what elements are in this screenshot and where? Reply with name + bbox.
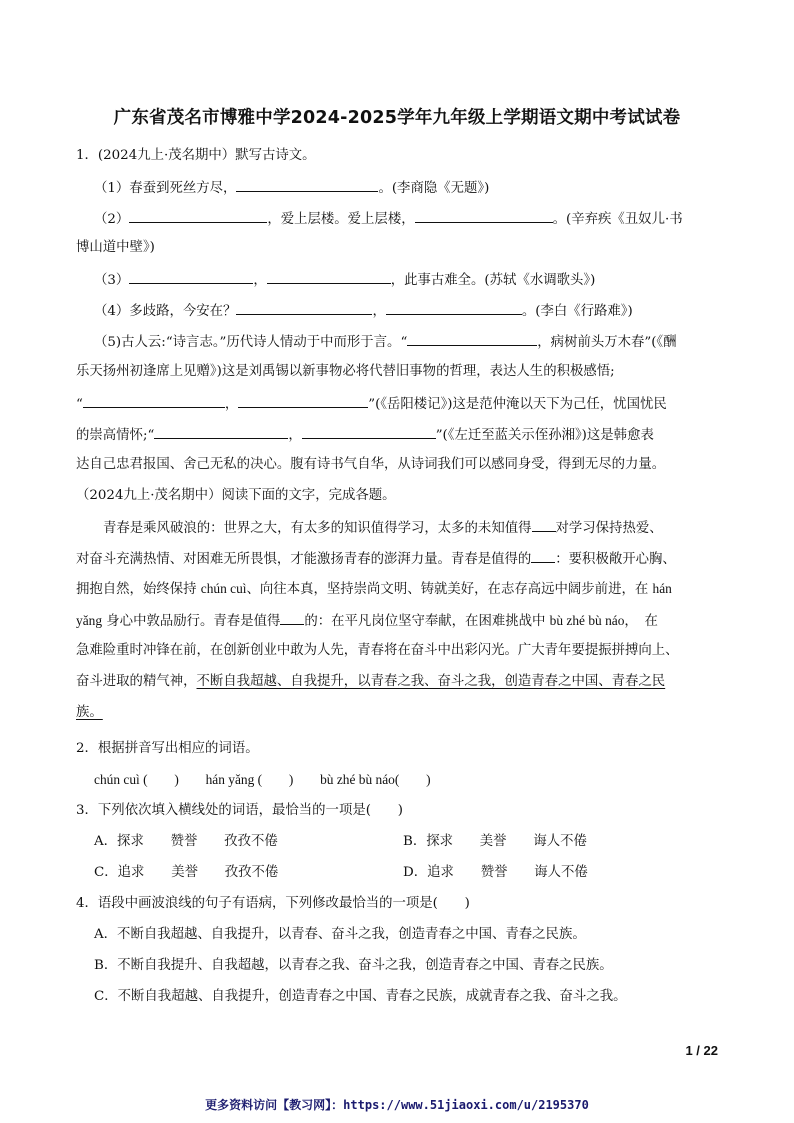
question-1-part-1: （1）春蚕到死丝方尽， 。(李商隐《无题》) (94, 177, 489, 199)
answer-blank (238, 393, 368, 408)
question-1-part-5-line-3: “ ， ”(《岳阳楼记》)这是范仲淹以天下为己任，忧国忧民 (76, 393, 667, 415)
answer-blank (236, 300, 372, 315)
pinyin-chun-cui: chún cuì (200, 581, 247, 596)
question-3-stem: 3．下列依次填入横线处的词语，最恰当的一项是( ) (76, 803, 403, 818)
pinyin-yang: yǎng (76, 613, 103, 628)
underlined-sentence: 不断自我超越、自我提升，以青春之我、奋斗之我，创造青春之中国、青春之民 (196, 674, 666, 689)
question-3-option-c: C．追求 美誉 孜孜不倦 (94, 865, 279, 880)
pinyin-han: hán (652, 581, 672, 596)
passage-line-3: 拥抱自然，始终保持 chún cuì、向往本真，坚持崇尚文明、铸就美好，在志存高远中阔步前进，在 hán (76, 581, 672, 597)
answer-blank (236, 177, 378, 192)
question-3-option-a: A．探求 赞誉 孜孜不倦 (94, 834, 278, 849)
passage-blank (531, 548, 555, 563)
passage-line-1: 青春是乘风破浪的：世界之大，有太多的知识值得学习，太多的未知值得 对学习保持热爱、 (103, 517, 663, 539)
answer-blank (129, 269, 253, 284)
question-1-part-4: （4）多歧路，今安在？ ， 。(李白《行路难》) (94, 300, 633, 322)
answer-blank (415, 208, 553, 223)
answer-blank (302, 424, 436, 439)
answer-blank (154, 424, 288, 439)
question-1-part-5-line-4: 的崇高情怀;“ ， ”(《左迁至蓝关示侄孙湘》)这是韩愈表 (76, 424, 654, 446)
pinyin-bu-zhe-bu-nao: bù zhé bù náo (549, 613, 625, 628)
question-3-option-d: D．追求 赞誉 诲人不倦 (403, 865, 588, 880)
question-1-part-2: （2） ，爱上层楼。爱上层楼， 。(辛弃疾《丑奴儿·书 (94, 208, 683, 230)
question-2-items: chún cuì ( ) hán yǎng ( ) bù zhé bù náo( ) (94, 772, 431, 787)
document-title: 广东省茂名市博雅中学2024-2025学年九年级上学期语文期中考试试卷 (113, 108, 681, 128)
passage-line-2: 对奋斗充满热情、对困难无所畏惧，才能激扬青春的澎湃力量。青春是值得的 ：要积极敞开心胸、 (76, 548, 676, 570)
question-2-stem: 2．根据拼音写出相应的词语。 (76, 741, 259, 756)
answer-blank (407, 331, 537, 346)
question-4-option-b: B．不断自我提升、自我超越，以青春之我、奋斗之我，创造青春之中国、青春之民族。 (94, 958, 613, 973)
question-1-stem: 1．(2024九上·茂名期中）默写古诗文。 (76, 148, 316, 163)
passage-line-4: yǎng 身心中敦品励行。青春是值得 的：在平凡岗位坚守奉献，在困难挑战中 bù zhé bù náo， 在 (76, 610, 658, 632)
question-1-part-2-cont: 博山道中壁》) (76, 240, 155, 255)
question-4-option-c: C．不断自我超越、自我提升，创造青春之中国、青春之民族，成就青春之我、奋斗之我。 (94, 989, 627, 1004)
question-3-option-b: B．探求 美誉 诲人不倦 (403, 834, 587, 849)
passage-blank (280, 610, 304, 625)
footer-link[interactable]: 更多资料访问【教习网】：https://www.51jiaoxi.com/u/2195370 (205, 1098, 589, 1112)
question-4-option-a: A．不断自我超越、自我提升，以青春、奋斗之我，创造青春之中国、青春之民族。 (94, 927, 586, 942)
passage-line-5: 急难险重时冲锋在前，在创新创业中敢为人先，青春将在奋斗中出彩闪光。广大青年要提振拼搏向上、 (76, 643, 679, 658)
page-number: 1 / 22 (685, 1043, 718, 1058)
passage-intro: （2024九上·茂名期中）阅读下面的文字，完成各题。 (76, 488, 396, 503)
question-1-part-5: （5)古人云:“诗言志。”历代诗人情动于中而形于言。“ ，病树前头万木春”(《酬 (94, 331, 677, 353)
answer-blank (267, 269, 391, 284)
passage-blank (532, 517, 556, 532)
answer-blank (386, 300, 522, 315)
question-1-part-3: （3） ， ，此事古难全。(苏轼《水调歌头》) (94, 269, 595, 291)
passage-line-6: 奋斗进取的精气神，不断自我超越、自我提升，以青春之我、奋斗之我，创造青春之中国、青春之民 (76, 674, 666, 689)
passage-line-7: 族。 (76, 705, 103, 720)
question-4-stem: 4．语段中画波浪线的句子有语病，下列修改最恰当的一项是( ) (76, 896, 470, 911)
question-1-part-5-line-2: 乐天扬州初逢席上见赠》)这是刘禹锡以新事物必将代替旧事物的哲理，表达人生的积极感悟; (76, 364, 615, 379)
answer-blank (83, 393, 225, 408)
answer-blank (129, 208, 267, 223)
question-1-part-5-line-5: 达自己忠君报国、舍己无私的决心。腹有诗书气自华，从诗词我们可以感同身受，得到无尽的力量。 (76, 457, 666, 472)
